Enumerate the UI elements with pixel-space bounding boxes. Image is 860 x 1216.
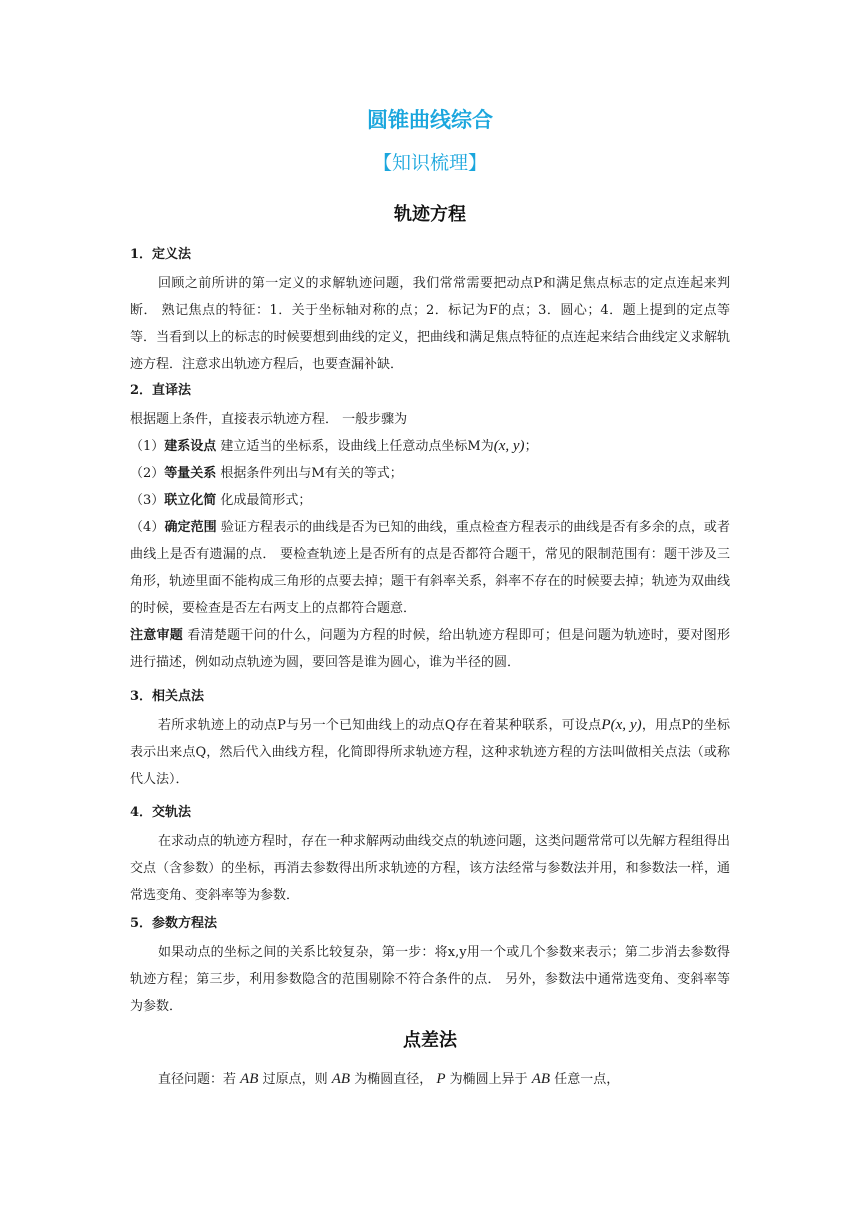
math-ab: AB xyxy=(240,1071,259,1087)
method-heading-definition: 1．定义法 xyxy=(130,247,192,262)
step-text: 验证方程表示的曲线是否为已知的曲线，重点检查方程表示的曲线是否有多余的点，或者曲线上是否有遗漏的点． 要检查轨迹上是否所有的点是否都符合题干，常见的限制范围有：题干涉及三角形，轨迹里面不能构成三角形的点要去掉；题干有斜率关系，斜率不存在的时候要去掉；轨迹为双曲线的时候，要检查是否左右两支上的点都符合题意． xyxy=(130,520,730,616)
step-label: 确定范围 xyxy=(164,520,217,535)
method-heading-parametric: 5．参数方程法 xyxy=(130,916,218,931)
text-part: 为椭圆上异于 xyxy=(445,1072,532,1087)
note-label: 注意审题 xyxy=(130,628,183,643)
math-expression: P(x, y) xyxy=(601,717,642,733)
text-part: 若所求轨迹上的动点P与另一个已知曲线上的动点Q存在着某种联系，可设点 xyxy=(158,718,602,733)
direct-step-1 xyxy=(130,433,730,460)
text-part: 过原点，则 xyxy=(258,1072,332,1087)
step-number: （1） xyxy=(130,439,165,454)
method-text-intersection: 在求动点的轨迹方程时，存在一种求解两动曲线交点的轨迹问题，这类问题常常可以先解方程组得出交点（含参数）的坐标，再消去参数得出所求轨迹的方程，该方法经常与参数法并用，和参数法一样，通常选变角、变斜率等为参数． xyxy=(130,834,731,903)
text-part: 为椭圆直径， xyxy=(350,1072,437,1087)
step-label: 建系设点 xyxy=(164,439,217,454)
method-text-related-point xyxy=(130,712,730,793)
step-text: 建立适当的坐标系，设曲线上任意动点坐标M为 xyxy=(216,439,494,454)
direct-note xyxy=(130,622,730,676)
method-text-definition: 回顾之前所讲的第一定义的求解轨迹问题，我们常常需要把动点P和满足焦点标志的定点连起来判断． 熟记焦点的特征：1．关于坐标轴对称的点；2．标记为F的点；3．圆心；4．题上提到的定点等等．当看到以上的标志的时候要想到曲线的定义，把曲线和满足焦点特征的点连起来结合曲线定义求解轨迹方程．注意求出轨迹方程后，也要查漏补缺． xyxy=(130,276,730,372)
direct-step-3 xyxy=(130,487,730,514)
section-title-trajectory: 轨迹方程 xyxy=(394,204,466,225)
step-label: 等量关系 xyxy=(164,466,217,481)
step-end: ； xyxy=(524,439,538,454)
note-text: 看清楚题干问的什么，问题为方程的时候，给出轨迹方程即可；但是问题为轨迹时，要对图形进行描述，例如动点轨迹为圆，要回答是谁为圆心，谁为半径的圆． xyxy=(130,628,730,670)
direct-step-4 xyxy=(130,514,730,622)
step-text: 根据条件列出与M有关的等式； xyxy=(216,466,403,481)
point-difference-text xyxy=(130,1066,730,1093)
math-p: P xyxy=(436,1071,446,1087)
step-number: （4） xyxy=(130,520,165,535)
document-title: 圆锥曲线综合 xyxy=(367,108,493,132)
math-ab: AB xyxy=(331,1071,351,1087)
direct-intro: 根据题上条件，直接表示轨迹方程． 一般步骤为 xyxy=(130,412,408,427)
method-heading-direct: 2．直译法 xyxy=(130,383,192,398)
math-ab: AB xyxy=(531,1071,551,1087)
step-text: 化成最简形式； xyxy=(216,493,312,508)
text-part: 任意一点， xyxy=(550,1072,620,1087)
text-part: ，用点P的坐标表示出来点Q，然后代入曲线方程，化简即得所求轨迹方程，这种求轨迹方程的方法叫做相关点法（或称代人法）． xyxy=(130,718,731,787)
document-subtitle: 【知识梳理】 xyxy=(372,152,487,174)
step-label: 联立化简 xyxy=(164,493,217,508)
text-part: 直径问题：若 xyxy=(158,1072,241,1087)
direct-step-2 xyxy=(130,460,730,487)
math-expression: (x, y) xyxy=(493,438,525,454)
method-text-parametric: 如果动点的坐标之间的关系比较复杂，第一步：将x,y用一个或几个参数来表示；第二步消去参数得轨迹方程；第三步，利用参数隐含的范围剔除不符合条件的点． 另外，参数法中通常选变角、变斜率等为参数． xyxy=(130,945,730,1014)
method-heading-intersection: 4．交轨法 xyxy=(130,805,192,820)
step-number: （2） xyxy=(130,466,165,481)
section-title-point-difference: 点差法 xyxy=(403,1030,457,1051)
step-number: （3） xyxy=(130,493,165,508)
method-heading-related-point: 3．相关点法 xyxy=(130,689,205,704)
